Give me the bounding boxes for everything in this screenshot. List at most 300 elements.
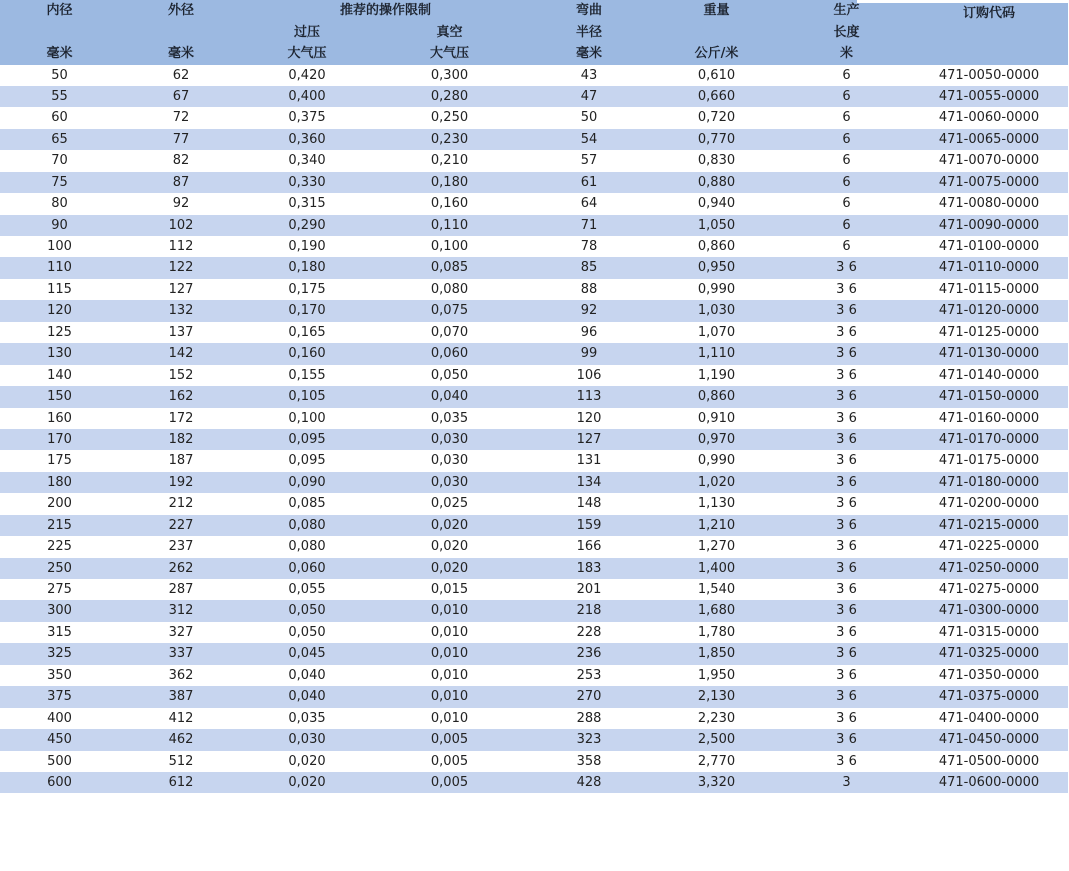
cell-production-length: 6 [783,236,910,257]
cell-outer-diameter: 82 [119,150,243,171]
cell-weight: 0,860 [650,236,783,257]
cell-weight: 0,880 [650,172,783,193]
cell-production-length: 3 6 [783,600,910,621]
cell-outer-diameter: 87 [119,172,243,193]
cell-bend-radius: 148 [528,493,650,514]
cell-overpressure: 0,080 [243,536,371,557]
cell-overpressure: 0,050 [243,622,371,643]
table-row [0,236,1068,257]
cell-weight: 1,110 [650,343,783,364]
cell-vacuum: 0,010 [371,665,528,686]
table-row [0,408,1068,429]
cell-outer-diameter: 67 [119,86,243,107]
cell-overpressure: 0,080 [243,515,371,536]
cell-weight: 1,400 [650,558,783,579]
cell-bend-radius: 228 [528,622,650,643]
cell-weight: 1,190 [650,365,783,386]
cell-production-length: 3 6 [783,257,910,278]
cell-vacuum: 0,250 [371,107,528,128]
cell-overpressure: 0,040 [243,665,371,686]
cell-overpressure: 0,050 [243,600,371,621]
cell-weight: 1,850 [650,643,783,664]
table-row [0,622,1068,643]
cell-vacuum: 0,005 [371,729,528,750]
cell-bend-radius: 96 [528,322,650,343]
cell-vacuum: 0,035 [371,408,528,429]
cell-production-length: 3 6 [783,386,910,407]
cell-weight: 0,770 [650,129,783,150]
table-row [0,643,1068,664]
table-row [0,665,1068,686]
cell-vacuum: 0,085 [371,257,528,278]
table-row [0,215,1068,236]
cell-outer-diameter: 102 [119,215,243,236]
cell-production-length: 3 6 [783,536,910,557]
cell-outer-diameter: 92 [119,193,243,214]
cell-weight: 0,990 [650,450,783,471]
cell-production-length: 3 6 [783,708,910,729]
cell-order-code: 471-0115-0000 [910,279,1068,300]
cell-order-code: 471-0400-0000 [910,708,1068,729]
cell-bend-radius: 85 [528,257,650,278]
cell-weight: 2,500 [650,729,783,750]
cell-outer-diameter: 182 [119,429,243,450]
cell-inner-diameter: 400 [0,708,119,729]
cell-outer-diameter: 387 [119,686,243,707]
cell-order-code: 471-0350-0000 [910,665,1068,686]
cell-inner-diameter: 130 [0,343,119,364]
cell-vacuum: 0,020 [371,515,528,536]
cell-overpressure: 0,060 [243,558,371,579]
cell-bend-radius: 428 [528,772,650,793]
cell-outer-diameter: 362 [119,665,243,686]
cell-order-code: 471-0300-0000 [910,600,1068,621]
cell-inner-diameter: 100 [0,236,119,257]
cell-order-code: 471-0060-0000 [910,107,1068,128]
table-row [0,429,1068,450]
cell-order-code: 471-0180-0000 [910,472,1068,493]
cell-outer-diameter: 162 [119,386,243,407]
cell-vacuum: 0,005 [371,751,528,772]
cell-order-code: 471-0200-0000 [910,493,1068,514]
cell-inner-diameter: 150 [0,386,119,407]
table-row [0,558,1068,579]
cell-outer-diameter: 122 [119,257,243,278]
cell-outer-diameter: 287 [119,579,243,600]
cell-overpressure: 0,420 [243,65,371,86]
cell-inner-diameter: 225 [0,536,119,557]
header-weight-unit: 公斤/米 [650,43,783,65]
cell-outer-diameter: 212 [119,493,243,514]
header-weight: 重量 [650,0,783,22]
cell-vacuum: 0,010 [371,643,528,664]
cell-production-length: 3 6 [783,279,910,300]
table-row [0,515,1068,536]
cell-inner-diameter: 170 [0,429,119,450]
cell-order-code: 471-0215-0000 [910,515,1068,536]
cell-order-code: 471-0125-0000 [910,322,1068,343]
cell-vacuum: 0,300 [371,65,528,86]
cell-inner-diameter: 300 [0,600,119,621]
table-row [0,579,1068,600]
cell-production-length: 3 6 [783,300,910,321]
cell-weight: 1,680 [650,600,783,621]
cell-order-code: 471-0150-0000 [910,386,1068,407]
cell-overpressure: 0,400 [243,86,371,107]
cell-production-length: 3 6 [783,450,910,471]
cell-production-length: 3 6 [783,515,910,536]
cell-bend-radius: 120 [528,408,650,429]
cell-bend-radius: 134 [528,472,650,493]
cell-outer-diameter: 172 [119,408,243,429]
cell-bend-radius: 127 [528,429,650,450]
cell-weight: 0,860 [650,386,783,407]
cell-outer-diameter: 187 [119,450,243,471]
cell-inner-diameter: 55 [0,86,119,107]
cell-weight: 1,950 [650,665,783,686]
cell-bend-radius: 54 [528,129,650,150]
cell-bend-radius: 270 [528,686,650,707]
cell-overpressure: 0,035 [243,708,371,729]
cell-inner-diameter: 140 [0,365,119,386]
cell-weight: 3,320 [650,772,783,793]
cell-overpressure: 0,020 [243,772,371,793]
cell-bend-radius: 99 [528,343,650,364]
cell-outer-diameter: 327 [119,622,243,643]
cell-overpressure: 0,315 [243,193,371,214]
cell-bend-radius: 106 [528,365,650,386]
cell-production-length: 3 6 [783,751,910,772]
cell-overpressure: 0,095 [243,450,371,471]
cell-production-length: 3 6 [783,365,910,386]
header-bend-unit: 毫米 [528,43,650,65]
table-row [0,193,1068,214]
table-header [0,0,1068,65]
cell-inner-diameter: 180 [0,472,119,493]
cell-inner-diameter: 160 [0,408,119,429]
cell-outer-diameter: 77 [119,129,243,150]
cell-inner-diameter: 450 [0,729,119,750]
cell-bend-radius: 88 [528,279,650,300]
cell-weight: 0,720 [650,107,783,128]
cell-overpressure: 0,360 [243,129,371,150]
cell-production-length: 3 6 [783,579,910,600]
cell-weight: 1,130 [650,493,783,514]
cell-order-code: 471-0075-0000 [910,172,1068,193]
table-row [0,107,1068,128]
header-length-unit: 米 [783,43,910,65]
cell-outer-diameter: 237 [119,536,243,557]
cell-production-length: 6 [783,193,910,214]
table-row [0,450,1068,471]
header-top-gap [857,0,1069,3]
cell-order-code: 471-0250-0000 [910,558,1068,579]
header-overpressure: 过压 [243,22,371,44]
table-row [0,472,1068,493]
cell-overpressure: 0,030 [243,729,371,750]
cell-production-length: 3 6 [783,493,910,514]
cell-production-length: 6 [783,215,910,236]
table-row [0,751,1068,772]
cell-inner-diameter: 350 [0,665,119,686]
cell-order-code: 471-0175-0000 [910,450,1068,471]
cell-outer-diameter: 192 [119,472,243,493]
cell-overpressure: 0,375 [243,107,371,128]
cell-order-code: 471-0375-0000 [910,686,1068,707]
cell-outer-diameter: 337 [119,643,243,664]
table-row [0,536,1068,557]
cell-inner-diameter: 275 [0,579,119,600]
header-operating-limits: 推荐的操作限制 [243,0,528,22]
cell-overpressure: 0,165 [243,322,371,343]
cell-vacuum: 0,080 [371,279,528,300]
cell-overpressure: 0,330 [243,172,371,193]
cell-overpressure: 0,340 [243,150,371,171]
cell-inner-diameter: 375 [0,686,119,707]
cell-inner-diameter: 175 [0,450,119,471]
cell-production-length: 6 [783,150,910,171]
cell-bend-radius: 50 [528,107,650,128]
cell-inner-diameter: 500 [0,751,119,772]
cell-bend-radius: 61 [528,172,650,193]
cell-order-code: 471-0500-0000 [910,751,1068,772]
cell-vacuum: 0,010 [371,600,528,621]
cell-order-code: 471-0450-0000 [910,729,1068,750]
cell-bend-radius: 166 [528,536,650,557]
cell-overpressure: 0,290 [243,215,371,236]
table-row [0,257,1068,278]
cell-bend-radius: 218 [528,600,650,621]
table-row [0,300,1068,321]
cell-vacuum: 0,010 [371,622,528,643]
cell-order-code: 471-0070-0000 [910,150,1068,171]
cell-vacuum: 0,030 [371,429,528,450]
cell-inner-diameter: 250 [0,558,119,579]
cell-inner-diameter: 115 [0,279,119,300]
cell-weight: 0,910 [650,408,783,429]
cell-outer-diameter: 132 [119,300,243,321]
cell-production-length: 6 [783,86,910,107]
cell-production-length: 3 6 [783,622,910,643]
cell-outer-diameter: 152 [119,365,243,386]
cell-weight: 2,230 [650,708,783,729]
cell-overpressure: 0,105 [243,386,371,407]
cell-overpressure: 0,085 [243,493,371,514]
cell-weight: 0,610 [650,65,783,86]
header-vacuum-unit: 大气压 [371,43,528,65]
cell-outer-diameter: 62 [119,65,243,86]
cell-production-length: 3 6 [783,686,910,707]
table-row [0,86,1068,107]
cell-order-code: 471-0090-0000 [910,215,1068,236]
cell-overpressure: 0,175 [243,279,371,300]
header-overpressure-unit: 大气压 [243,43,371,65]
cell-bend-radius: 71 [528,215,650,236]
table-row [0,729,1068,750]
cell-bend-radius: 201 [528,579,650,600]
cell-inner-diameter: 215 [0,515,119,536]
cell-order-code: 471-0600-0000 [910,772,1068,793]
cell-inner-diameter: 125 [0,322,119,343]
cell-production-length: 6 [783,129,910,150]
cell-weight: 1,780 [650,622,783,643]
cell-order-code: 471-0225-0000 [910,536,1068,557]
cell-weight: 2,770 [650,751,783,772]
table-row [0,600,1068,621]
cell-bend-radius: 183 [528,558,650,579]
cell-vacuum: 0,020 [371,558,528,579]
cell-vacuum: 0,020 [371,536,528,557]
cell-outer-diameter: 312 [119,600,243,621]
cell-order-code: 471-0050-0000 [910,65,1068,86]
cell-vacuum: 0,010 [371,686,528,707]
cell-overpressure: 0,170 [243,300,371,321]
table-row [0,708,1068,729]
cell-weight: 2,130 [650,686,783,707]
cell-weight: 1,020 [650,472,783,493]
cell-vacuum: 0,160 [371,193,528,214]
table-row [0,386,1068,407]
cell-order-code: 471-0100-0000 [910,236,1068,257]
header-row-3 [0,43,1068,65]
cell-production-length: 3 6 [783,643,910,664]
header-vacuum: 真空 [371,22,528,44]
header-production: 生产 [783,0,910,22]
cell-weight: 0,970 [650,429,783,450]
cell-weight: 1,210 [650,515,783,536]
table-row [0,172,1068,193]
header-radius: 半径 [528,22,650,44]
table-row [0,686,1068,707]
cell-vacuum: 0,110 [371,215,528,236]
cell-outer-diameter: 412 [119,708,243,729]
cell-outer-diameter: 72 [119,107,243,128]
cell-overpressure: 0,045 [243,643,371,664]
table-row [0,279,1068,300]
header-length: 长度 [783,22,910,44]
cell-order-code: 471-0065-0000 [910,129,1068,150]
cell-bend-radius: 92 [528,300,650,321]
cell-weight: 0,940 [650,193,783,214]
cell-production-length: 3 6 [783,558,910,579]
cell-overpressure: 0,190 [243,236,371,257]
cell-bend-radius: 288 [528,708,650,729]
cell-production-length: 6 [783,107,910,128]
cell-weight: 1,540 [650,579,783,600]
cell-bend-radius: 323 [528,729,650,750]
cell-inner-diameter: 50 [0,65,119,86]
header-bend: 弯曲 [528,0,650,22]
cell-production-length: 6 [783,65,910,86]
cell-inner-diameter: 200 [0,493,119,514]
cell-weight: 0,660 [650,86,783,107]
header-blank-cell [650,22,783,44]
cell-order-code: 471-0130-0000 [910,343,1068,364]
table-body [0,65,1068,794]
cell-inner-diameter: 110 [0,257,119,278]
header-row-1 [0,0,1068,22]
cell-overpressure: 0,160 [243,343,371,364]
cell-bend-radius: 113 [528,386,650,407]
table-row [0,129,1068,150]
cell-outer-diameter: 462 [119,729,243,750]
cell-vacuum: 0,025 [371,493,528,514]
cell-vacuum: 0,030 [371,450,528,471]
cell-vacuum: 0,180 [371,172,528,193]
cell-inner-diameter: 75 [0,172,119,193]
cell-vacuum: 0,060 [371,343,528,364]
cell-inner-diameter: 600 [0,772,119,793]
cell-inner-diameter: 325 [0,643,119,664]
cell-bend-radius: 236 [528,643,650,664]
cell-bend-radius: 57 [528,150,650,171]
cell-order-code: 471-0160-0000 [910,408,1068,429]
cell-inner-diameter: 65 [0,129,119,150]
cell-bend-radius: 43 [528,65,650,86]
cell-overpressure: 0,090 [243,472,371,493]
cell-bend-radius: 78 [528,236,650,257]
cell-inner-diameter: 70 [0,150,119,171]
cell-inner-diameter: 80 [0,193,119,214]
cell-vacuum: 0,280 [371,86,528,107]
cell-order-code: 471-0055-0000 [910,86,1068,107]
cell-outer-diameter: 112 [119,236,243,257]
cell-bend-radius: 159 [528,515,650,536]
cell-order-code: 471-0140-0000 [910,365,1068,386]
table-row [0,772,1068,793]
cell-bend-radius: 253 [528,665,650,686]
table-row [0,150,1068,171]
header-blank-cell [119,22,243,44]
cell-production-length: 3 6 [783,729,910,750]
cell-vacuum: 0,005 [371,772,528,793]
cell-overpressure: 0,095 [243,429,371,450]
header-outer-unit: 毫米 [119,43,243,65]
cell-production-length: 3 6 [783,429,910,450]
table-row [0,493,1068,514]
cell-bend-radius: 358 [528,751,650,772]
cell-vacuum: 0,050 [371,365,528,386]
cell-vacuum: 0,230 [371,129,528,150]
header-outer-diameter: 外径 [119,0,243,22]
cell-outer-diameter: 512 [119,751,243,772]
cell-outer-diameter: 612 [119,772,243,793]
header-inner-unit: 毫米 [0,43,119,65]
cell-production-length: 3 6 [783,343,910,364]
cell-production-length: 3 [783,772,910,793]
cell-weight: 0,830 [650,150,783,171]
cell-overpressure: 0,020 [243,751,371,772]
cell-vacuum: 0,100 [371,236,528,257]
cell-vacuum: 0,015 [371,579,528,600]
cell-production-length: 3 6 [783,472,910,493]
cell-inner-diameter: 60 [0,107,119,128]
cell-weight: 1,070 [650,322,783,343]
cell-inner-diameter: 315 [0,622,119,643]
header-order-code: 订购代码 [910,0,1068,65]
header-row-2 [0,22,1068,44]
cell-vacuum: 0,030 [371,472,528,493]
header-inner-diameter: 内径 [0,0,119,22]
cell-overpressure: 0,040 [243,686,371,707]
cell-order-code: 471-0080-0000 [910,193,1068,214]
cell-outer-diameter: 227 [119,515,243,536]
cell-order-code: 471-0120-0000 [910,300,1068,321]
header-blank-cell [0,22,119,44]
cell-weight: 1,050 [650,215,783,236]
cell-outer-diameter: 137 [119,322,243,343]
cell-weight: 0,950 [650,257,783,278]
